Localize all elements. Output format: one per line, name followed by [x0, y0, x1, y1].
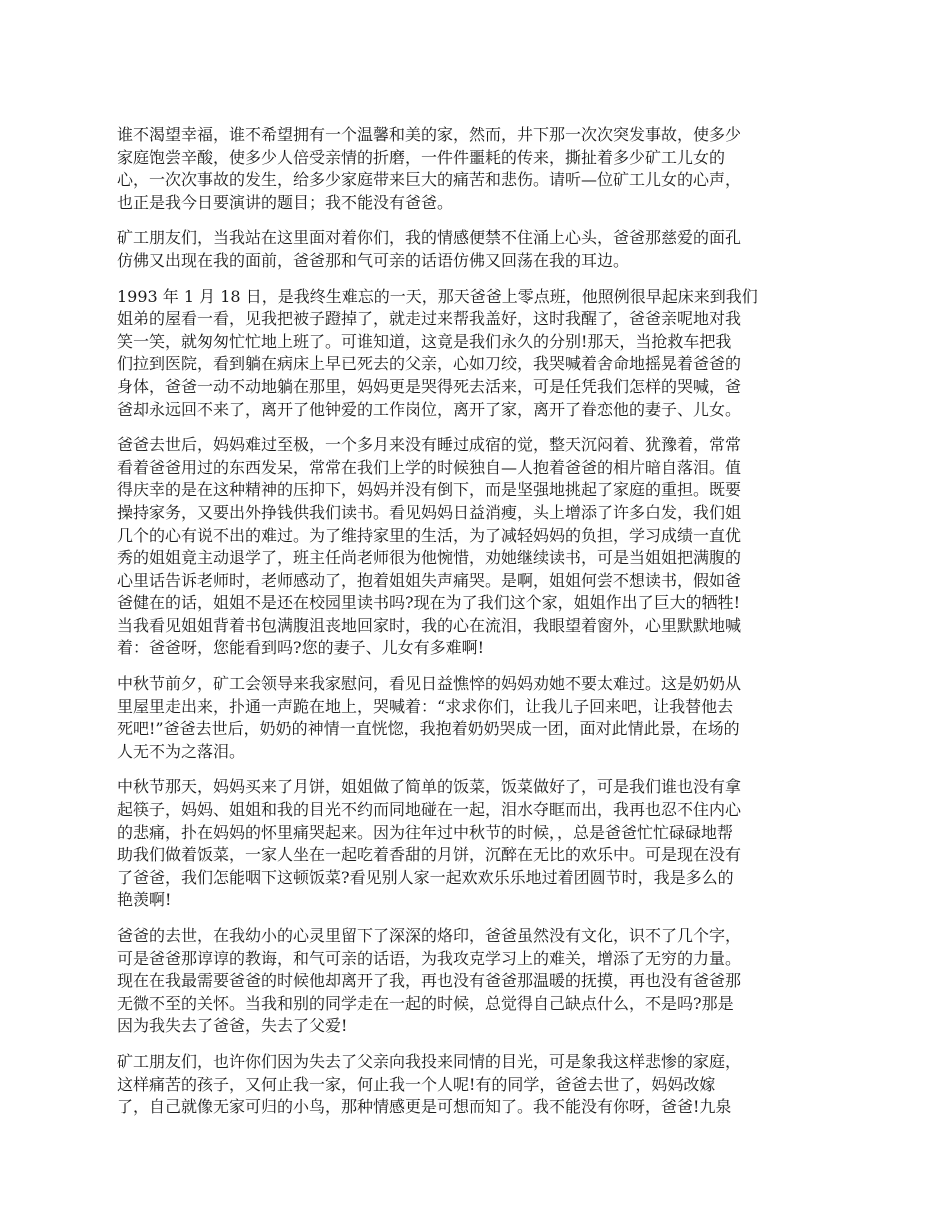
- text-line: 爸爸去世后，妈妈难过至极，一个多月来没有睡过成宿的觉，整天沉闷着、犹豫着，常常: [117, 435, 742, 455]
- text-line: 里屋里走出来，扑通一声跪在地上，哭喊着：“求求你们，让我儿子回来吧，让我替他去: [117, 696, 734, 716]
- text-line: 谁不渴望幸福，谁不希望拥有一个温馨和美的家，然而，井下那一次次突发事故，使多少: [117, 125, 742, 144]
- text-line: 可是爸爸那谆谆的教诲，和气可亲的话语，为我攻克学习上的难关，增添了无穷的力量。: [117, 948, 742, 968]
- text-line: 看着爸爸用过的东西发呆，常常在我们上学的时候独自—人抱着爸爸的相片暗自落泪。值: [117, 457, 742, 477]
- text-line: 身体，爸爸一动不动地躺在那里，妈妈更是哭得死去活来，可是任凭我们怎样的哭喊，爸: [117, 376, 742, 396]
- text-line: 着：爸爸呀，您能看到吗?您的妻子、儿女有多难啊!: [117, 638, 485, 658]
- paragraph: [117, 673, 837, 763]
- text-line: 因为我失去了爸爸，失去了父爱!: [117, 1016, 348, 1036]
- text-line: 中秋节前夕，矿工会领导来我家慰问，看见日益憔悴的妈妈劝她不要太难过。这是奶奶从: [117, 674, 742, 694]
- text-line: 几个的心有说不出的难过。为了维持家里的生活，为了减轻妈妈的负担，学习成绩一直优: [117, 525, 742, 545]
- text-line: 了爸爸，我们怎能咽下这顿饭菜?看见别人家一起欢欢乐乐地过着团圆节时，我是多么的: [117, 867, 734, 887]
- text-line: 秀的姐姐竟主动退学了，班主任尚老师很为他惋惜，劝她继续读书，可是当姐姐把满腹的: [117, 548, 742, 568]
- text-line: 心里话告诉老师时，老师感动了，抱着姐姐失声痛哭。是啊，姐姐何尝不想读书，假如爸: [117, 570, 742, 590]
- text-line: 了，自己就像无家可归的小鸟，那种情感更是可想而知了。我不能没有你呀，爸爸!九泉: [117, 1097, 732, 1117]
- paragraph: [117, 925, 837, 1038]
- document-body: [117, 124, 837, 1132]
- text-line: 这样痛苦的孩子，又何止我一家，何止我一个人呢!有的同学，爸爸去世了，妈妈改嫁: [117, 1074, 716, 1094]
- paragraph: [117, 1051, 837, 1119]
- text-line: 人无不为之落泪。: [117, 741, 246, 761]
- text-line: 爸健在的话，姐姐不是还在校园里读书吗?现在为了我们这个家，姐姐作出了巨大的牺牲!: [117, 593, 741, 613]
- paragraph: [117, 124, 837, 214]
- text-line: 矿工朋友们，当我站在这里面对着你们，我的情感便禁不住涌上心头，爸爸那慈爱的面孔: [117, 228, 742, 248]
- text-line: 家庭饱尝辛酸，使多少人倍受亲情的折磨，一件件噩耗的传来，撕扯着多少矿工儿女的: [117, 147, 726, 167]
- text-line: 仿佛又出现在我的面前，爸爸那和气可亲的话语仿佛又回荡在我的耳边。: [117, 250, 630, 270]
- text-line: 们拉到医院，看到躺在病床上早已死去的父亲，心如刀绞，我哭喊着舍命地摇晃着爸爸的: [117, 354, 742, 374]
- text-line: 得庆幸的是在这种精神的压抑下，妈妈并没有倒下，而是坚强地挑起了家庭的重担。既要: [117, 480, 742, 500]
- text-line: 现在在我最需要爸爸的时候他却离开了我，再也没有爸爸那温暖的抚摸，再也没有爸爸那: [117, 971, 742, 991]
- text-line: 死吧!”爸爸去世后，奶奶的神情一直恍惚，我抱着奶奶哭成一团，面对此情此景，在场的: [117, 719, 740, 739]
- text-line: 爸爸的去世，在我幼小的心灵里留下了深深的烙印，爸爸虽然没有文化，识不了几个字，: [117, 926, 742, 945]
- text-line: 无微不至的关怀。当我和别的同学走在一起的时候，总觉得自己缺点什么，不是吗?那是: [117, 993, 734, 1013]
- text-line: 姐弟的屋看一看，见我把被子蹬掉了，就走过来帮我盖好，这时我醒了，爸爸亲呢地对我: [117, 309, 742, 329]
- paragraph: [117, 776, 837, 912]
- text-line: 当我看见姐姐背着书包满腹沮丧地回家时，我的心在流泪，我眼望着窗外，心里默默地喊: [117, 615, 742, 635]
- text-line: 爸却永远回不来了，离开了他钟爱的工作岗位，离开了家，离开了眷恋他的妻子、儿女。: [117, 399, 742, 419]
- text-line: 操持家务，又要出外挣钱供我们读书。看见妈妈日益消瘦，头上增添了许多白发，我们姐: [117, 502, 742, 522]
- text-line: 1993 年 1 月 18 日，是我终生难忘的一天，那天爸爸上零点班，他照例很早起床来到我们: [117, 286, 758, 306]
- text-line: 矿工朋友们，也许你们因为失去了父亲向我投来同情的目光，可是象我这样悲惨的家庭，: [117, 1051, 742, 1071]
- text-line: 助我们做着饭菜，一家人坐在一起吃着香甜的月饼，沉醉在无比的欢乐中。可是现在没有: [117, 845, 742, 865]
- text-line: 艳羡啊!: [117, 890, 172, 910]
- paragraph: [117, 227, 837, 272]
- text-line: 中秋节那天，妈妈买来了月饼，姐姐做了简单的饭菜，饭菜做好了，可是我们谁也没有拿: [117, 777, 742, 797]
- text-line: 心，一次次事故的发生，给多少家庭带来巨大的痛苦和悲伤。请听—位矿工儿女的心声，: [117, 170, 742, 190]
- paragraph: [117, 434, 837, 660]
- text-line: 的悲痛，扑在妈妈的怀里痛哭起来。因为往年过中秋节的时候，，总是爸爸忙忙碌碌地帮: [117, 822, 734, 842]
- text-line: 笑一笑，就匆匆忙忙地上班了。可谁知道，这竟是我们永久的分别!那天，当抢救车把我: [117, 331, 732, 351]
- text-line: 也正是我今日要演讲的题目；我不能没有爸爸。: [117, 192, 454, 212]
- text-line: 起筷子，妈妈、姐姐和我的目光不约而同地碰在一起，泪水夺眶而出，我再也忍不住内心: [117, 800, 742, 820]
- paragraph: [117, 286, 837, 422]
